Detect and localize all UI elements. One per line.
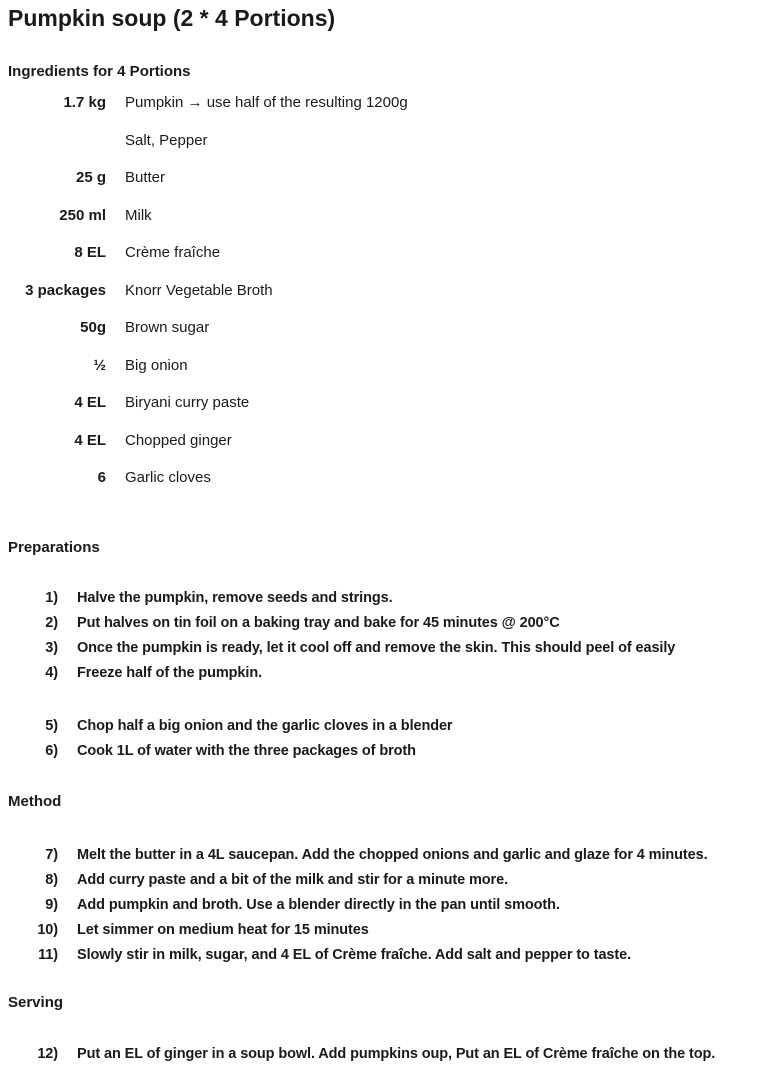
- step-number: 9): [45, 897, 58, 913]
- ingredient-name: Butter: [125, 169, 166, 186]
- step-text: Cook 1L of water with the three packages of broth: [77, 743, 416, 759]
- ingredient-row: [8, 318, 780, 338]
- step-row: [8, 1044, 780, 1064]
- ingredient-row: [8, 243, 780, 263]
- method-steps: [8, 845, 780, 965]
- step-text: Let simmer on medium heat for 15 minutes: [77, 922, 369, 938]
- step-text: Halve the pumpkin, remove seeds and strings.: [77, 590, 393, 606]
- step-number: 2): [45, 615, 58, 631]
- ingredient-name: Milk: [125, 206, 152, 224]
- ingredient-row: [8, 93, 780, 113]
- step-text: Slowly stir in milk, sugar, and 4 EL of Crème fraîche. Add salt and pepper to taste.: [77, 947, 632, 963]
- ingredient-name: Pumpkin → use half of the resulting 1200g: [125, 94, 408, 111]
- page-title: Pumpkin soup (2 * 4 Portions): [8, 5, 336, 31]
- preparation-steps-group-1: [8, 588, 780, 683]
- ingredients-heading: Ingredients for 4 Portions: [8, 63, 191, 80]
- step-number: 1): [45, 590, 58, 606]
- step-text: Chop half a big onion and the garlic cloves in a blender: [77, 718, 453, 734]
- step-text: Add curry paste and a bit of the milk and stir for a minute more.: [77, 872, 508, 888]
- ingredient-quantity: 250 ml: [59, 206, 106, 224]
- step-number: 3): [45, 640, 58, 656]
- ingredient-quantity: 6: [97, 469, 106, 486]
- step-row: [8, 741, 780, 761]
- step-row: [8, 588, 780, 608]
- step-row: [8, 845, 780, 865]
- step-row: [8, 870, 780, 890]
- ingredient-row: [8, 431, 780, 451]
- ingredient-name: Salt, Pepper: [125, 131, 208, 149]
- ingredient-name: Chopped ginger: [125, 431, 232, 449]
- step-row: [8, 663, 780, 683]
- ingredient-name: Crème fraîche: [125, 244, 221, 261]
- step-number: 8): [45, 872, 58, 888]
- step-text: Add pumpkin and broth. Use a blender directly in the pan until smooth.: [77, 897, 560, 913]
- step-text: Put an EL of ginger in a soup bowl. Add pumpkins oup, Put an EL of Crème fraîche on the top.: [77, 1046, 716, 1062]
- step-number: 6): [45, 743, 58, 759]
- step-number: 10): [37, 922, 58, 938]
- ingredient-name: Knorr Vegetable Broth: [125, 281, 273, 299]
- step-number: 4): [45, 665, 58, 681]
- step-text: Put halves on tin foil on a baking tray and bake for 45 minutes @ 200°C: [77, 615, 560, 631]
- step-row: [8, 945, 780, 965]
- ingredient-name: Big onion: [125, 356, 188, 374]
- ingredient-row: [8, 468, 780, 488]
- ingredient-name: Biryani curry paste: [125, 394, 250, 411]
- ingredient-row: [8, 356, 780, 376]
- ingredient-quantity: 8 EL: [74, 244, 106, 261]
- step-row: [8, 895, 780, 915]
- step-number: 12): [37, 1046, 58, 1062]
- step-number: 5): [45, 718, 58, 734]
- ingredient-row: [8, 131, 780, 151]
- ingredient-quantity: 25 g: [75, 169, 106, 186]
- ingredient-quantity: 4 EL: [74, 394, 106, 411]
- preparations-heading: Preparations: [8, 539, 100, 556]
- preparation-steps-group-2: [8, 716, 780, 761]
- step-text: Once the pumpkin is ready, let it cool off and remove the skin. This should peel of easily: [77, 640, 676, 656]
- ingredient-quantity: 1.7 kg: [63, 94, 106, 111]
- ingredient-row: [8, 393, 780, 413]
- step-row: [8, 716, 780, 736]
- ingredient-row: [8, 206, 780, 226]
- ingredient-quantity: [8, 131, 106, 151]
- method-heading: Method: [8, 793, 62, 810]
- ingredient-quantity: 50g: [80, 319, 106, 336]
- ingredient-quantity: ½: [93, 356, 106, 374]
- step-row: [8, 920, 780, 940]
- step-row: [8, 613, 780, 633]
- ingredient-name: Garlic cloves: [125, 469, 211, 486]
- step-text: Freeze half of the pumpkin.: [77, 665, 263, 681]
- step-row: [8, 638, 780, 658]
- step-number: 11): [38, 947, 58, 963]
- step-number: 7): [45, 847, 58, 863]
- ingredient-name: Brown sugar: [125, 319, 210, 336]
- ingredient-quantity: 3 packages: [25, 281, 106, 299]
- ingredient-row: [8, 168, 780, 188]
- ingredients-list: [8, 93, 780, 488]
- serving-heading: Serving: [8, 994, 64, 1011]
- step-text: Melt the butter in a 4L saucepan. Add the chopped onions and garlic and glaze for 4 minutes.: [77, 847, 708, 863]
- serving-steps: [8, 1044, 780, 1064]
- ingredient-row: [8, 281, 780, 301]
- ingredient-quantity: 4 EL: [74, 431, 106, 449]
